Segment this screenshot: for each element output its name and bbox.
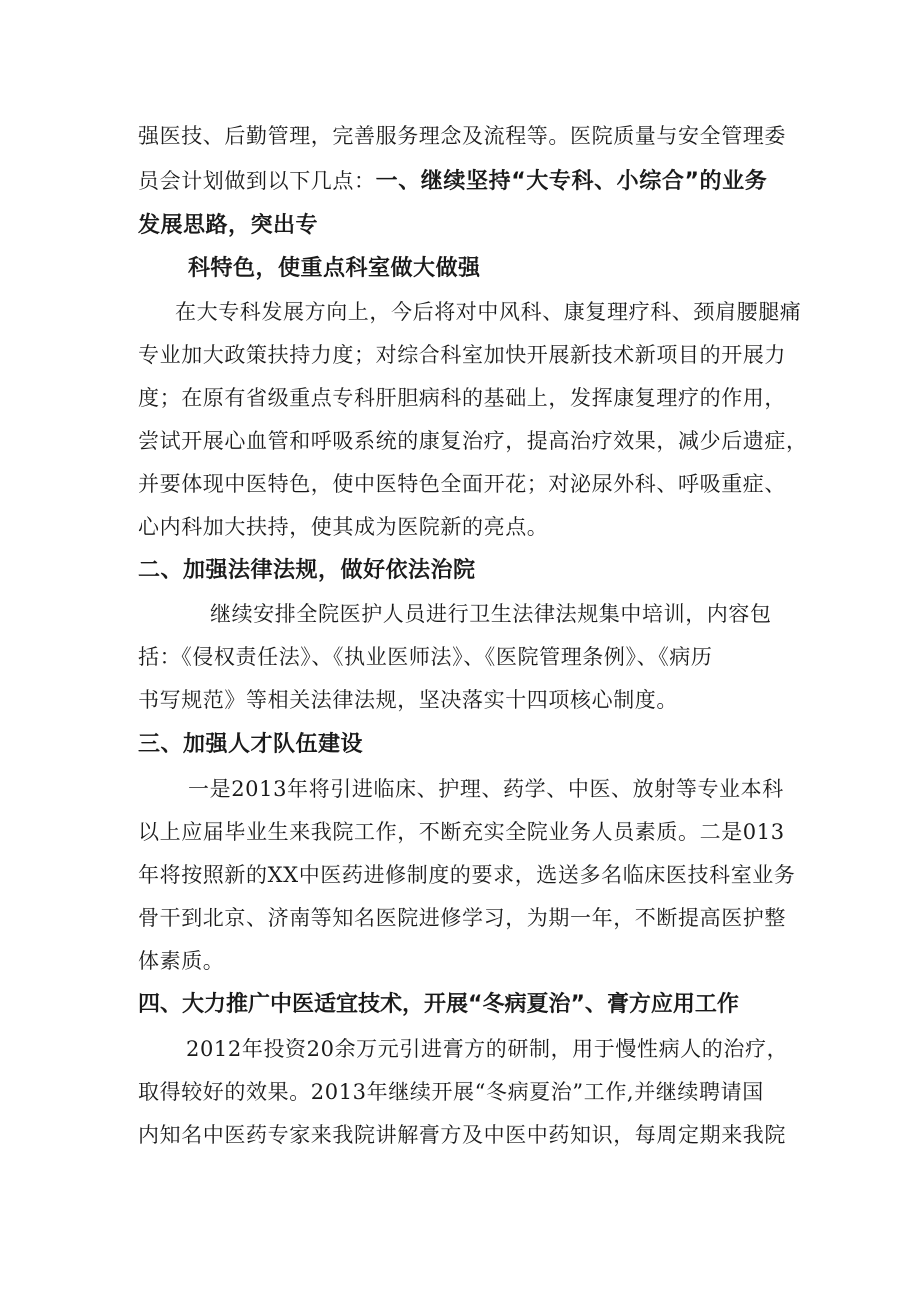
section-heading-1: 一、继续坚持“大专科、小综合”的业务 xyxy=(375,169,768,194)
body-text-line: 强医技、后勤管理，完善服务理念及流程等。医院质量与安全管理委 xyxy=(138,124,786,148)
section-heading-4: 四、大力推广中医适宜技术，开展“冬病夏治”、膏方应用工作 xyxy=(138,992,739,1017)
body-text-line: 内知名中医药专家来我院讲解膏方及中医中药知识，每周定期来我院 xyxy=(138,1123,786,1147)
body-text-line xyxy=(138,166,767,197)
body-text-line: 2012年投资20余万元引进膏方的研制，用于慢性病人的治疗， xyxy=(186,1037,789,1061)
section-heading-3: 三、加强人才队伍建设 xyxy=(138,732,364,757)
body-text-line: 括：《侵权责任法》、《执业医师法》、《医院管理条例》、《病历 xyxy=(138,645,713,669)
body-text-line: 度；在原有省级重点专科肝胆病科的基础上，发挥康复理疗的作用， xyxy=(138,386,786,410)
body-text-fragment: 员会计划做到以下几点： xyxy=(138,169,376,193)
section-heading-1-continued: 发展思路，突出专 xyxy=(138,213,319,238)
body-text-line: 并要体现中医特色，使中医特色全面开花；对泌尿外科、呼吸重症、 xyxy=(138,472,786,496)
body-text-line: 书写规范》等相关法律法规，坚决落实十四项核心制度。 xyxy=(138,688,678,712)
body-text-line: 体素质。 xyxy=(138,949,225,973)
body-text-line: 专业加大政策扶持力度；对综合科室加快开展新技术新项目的开展力 xyxy=(138,343,786,367)
body-text-line: 骨干到北京、济南等知名医院进修学习，为期一年，不断提高医护整 xyxy=(138,906,786,930)
body-text-line: 一是2013年将引进临床、护理、药学、中医、放射等专业本科 xyxy=(188,777,784,801)
section-heading-1-continued: 科特色，使重点科室做大做强 xyxy=(188,256,481,281)
body-text-line: 心内科加大扶持，使其成为医院新的亮点。 xyxy=(138,515,549,539)
body-text-line: 在大专科发展方向上，今后将对中风科、康复理疗科、颈肩腰腿痛 xyxy=(175,300,802,324)
body-text-line: 尝试开展心血管和呼吸系统的康复治疗，提高治疗效果，减少后遗症， xyxy=(138,429,808,453)
body-text-line: 继续安排全院医护人员进行卫生法律法规集中培训，内容包 xyxy=(210,602,772,626)
section-heading-2: 二、加强法律法规，做好依法治院 xyxy=(138,558,476,583)
body-text-line: 年将按照新的XX中医药进修制度的要求，选送多名临床医技科室业务 xyxy=(138,863,796,887)
body-text-line: 取得较好的效果。2013年继续开展“冬病夏治”工作,并继续聘请国 xyxy=(138,1080,764,1104)
body-text-line: 以上应届毕业生来我院工作，不断充实全院业务人员素质。二是013 xyxy=(138,820,785,844)
